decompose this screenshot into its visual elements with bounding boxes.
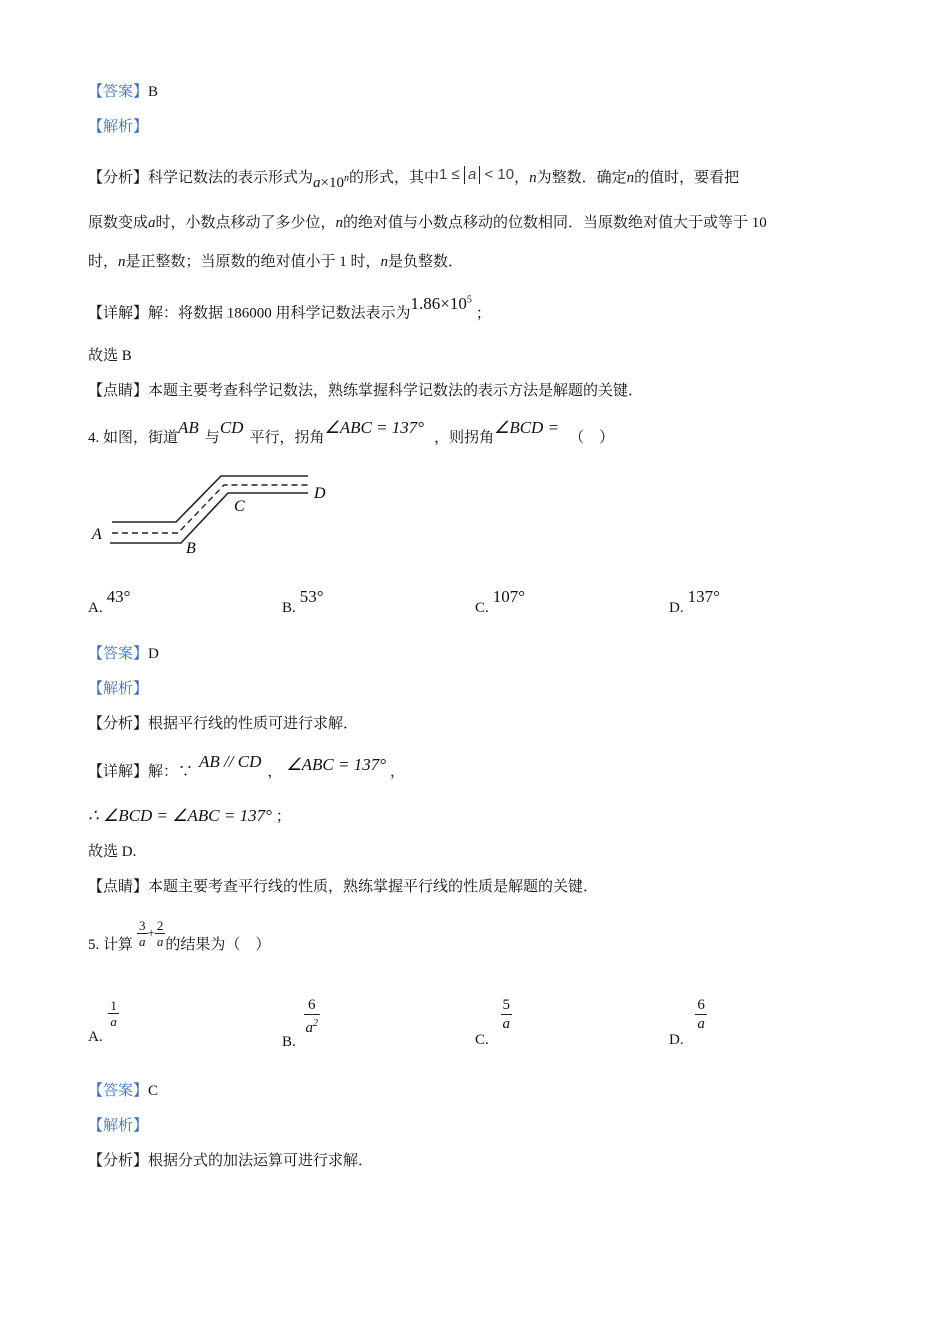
fenxi-text: ， <box>514 170 530 186</box>
frac-den: a <box>139 934 146 950</box>
sci-notation-formula <box>313 175 349 191</box>
frac-num: 5 <box>502 997 511 1013</box>
sci-a: a <box>313 175 321 191</box>
frac-num: 6 <box>304 996 321 1015</box>
option-value: 53° <box>299 587 324 606</box>
fenxi-text: 时， <box>88 254 119 270</box>
detail-formula <box>411 294 472 313</box>
q5-option-c <box>475 996 512 1048</box>
detail-end: ； <box>475 305 491 322</box>
q5-analysis-line <box>88 1116 148 1136</box>
fenxi-tag: 【分析】 <box>88 716 149 732</box>
q4-option-d <box>669 587 720 618</box>
var-n: n <box>380 254 389 270</box>
choose-text: 故选 D. <box>88 844 137 860</box>
fenxi-text: 是正整数；当原数的绝对值小于 1 时， <box>125 254 381 270</box>
q3-dianjing-line <box>88 381 643 401</box>
q4-ab: AB <box>178 418 199 437</box>
detail-exp: 5 <box>466 294 472 305</box>
option-letter: B. <box>282 600 296 616</box>
answer-value: C <box>148 1083 159 1099</box>
dianjing-tag: 【点睛】 <box>88 383 149 399</box>
q4-detail-line <box>88 752 406 782</box>
q5-answer-line <box>88 1081 158 1101</box>
option-fraction <box>501 996 513 1033</box>
sci-n: n <box>344 173 349 184</box>
ineq-abs: a <box>464 166 480 184</box>
detail-tag: 【详解】 <box>88 764 149 780</box>
answer-tag: 【答案】 <box>88 1083 149 1099</box>
q4-fenxi-line <box>88 714 358 734</box>
q4-choose-line <box>88 842 136 862</box>
option-letter: D. <box>669 600 684 616</box>
dianjing-tag: 【点睛】 <box>88 879 149 895</box>
option-letter: D. <box>669 1031 684 1048</box>
q4-angle-abc: ∠ABC = 137° <box>324 418 425 437</box>
answer-value: D <box>148 646 159 662</box>
q4-stem-text: 4. 如图，街道 <box>88 430 179 446</box>
analysis-tag: 【解析】 <box>88 119 149 135</box>
q4-option-c <box>475 587 526 618</box>
q3-analysis-line <box>88 117 148 137</box>
var-n: n <box>335 215 344 231</box>
q5-stem <box>88 914 270 952</box>
q3-detail-line <box>88 293 491 324</box>
var-n: n <box>626 170 635 186</box>
plus-sign: + <box>147 925 155 940</box>
q5-fraction-2 <box>155 918 166 949</box>
frac-den: a <box>305 1020 314 1036</box>
fenxi-text: 根据分式的加法运算可进行求解． <box>148 1153 374 1169</box>
fenxi-text: 是负整数． <box>388 254 464 270</box>
detail-text: 解：将数据 186000 用科学记数法表示为 <box>148 305 411 322</box>
option-letter: C. <box>475 1031 489 1048</box>
detail-comma: ， <box>267 764 283 780</box>
option-fraction <box>108 998 119 1029</box>
label-a: A <box>92 526 102 543</box>
fenxi-text: 时，小数点移动了多少位， <box>155 215 336 231</box>
q4-stem <box>88 418 615 448</box>
option-value: 137° <box>687 587 720 606</box>
ineq-left: 1 ≤ <box>439 166 460 183</box>
option-fraction <box>304 996 321 1037</box>
q4-therefore-line <box>88 806 291 827</box>
q4-answer-line <box>88 644 159 664</box>
option-letter: B. <box>282 1033 296 1050</box>
sci-times10: ×10 <box>320 175 344 191</box>
answer-tag: 【答案】 <box>88 84 149 100</box>
label-c: C <box>234 498 245 515</box>
option-fraction <box>695 996 707 1033</box>
q3-fenxi-line-2 <box>88 213 767 233</box>
answer-value: B <box>148 84 159 100</box>
ineq-right: < 10 <box>484 166 515 183</box>
q4-analysis-line <box>88 679 148 699</box>
q3-answer-line <box>88 82 158 102</box>
var-a: a <box>148 215 156 231</box>
q5-option-a <box>88 998 119 1045</box>
q5-option-d <box>669 996 707 1048</box>
q4-angle-bcd: ∠BCD = <box>494 418 560 437</box>
frac-den: a <box>502 1016 511 1032</box>
answer-tag: 【答案】 <box>88 646 149 662</box>
q4-option-b <box>282 587 324 618</box>
q4-dianjing-line <box>88 877 598 897</box>
fenxi-tag: 【分析】 <box>88 170 149 186</box>
analysis-tag: 【解析】 <box>88 1118 149 1134</box>
q5-option-b <box>282 996 320 1050</box>
detail-tag: 【详解】 <box>88 305 149 322</box>
therefore-end: ； <box>275 809 291 825</box>
q5-stem-text: 5. 计算 <box>88 937 134 953</box>
therefore-statement: ∴ ∠BCD = ∠ABC = 137° <box>88 806 272 825</box>
fenxi-text: 的值时，要看把 <box>634 170 740 186</box>
detail-value: 1.86×10 <box>410 293 467 313</box>
detail-text: 解：∵ <box>148 764 194 780</box>
frac-num: 6 <box>697 997 705 1013</box>
q3-choose-line <box>88 346 132 366</box>
fenxi-text: 原数变成 <box>88 215 149 231</box>
frac-den: a <box>697 1016 705 1032</box>
var-n: n <box>118 254 126 270</box>
fenxi-text: 根据平行线的性质可进行求解． <box>148 716 359 732</box>
fenxi-text: 科学记数法的表示形式为 <box>148 170 314 186</box>
q4-stem-text: ，则拐角 <box>434 430 495 446</box>
q5-stem-text: 的结果为（ ） <box>165 937 271 953</box>
q5-fraction-1 <box>137 918 148 949</box>
var-n: n <box>529 170 537 186</box>
q5-fenxi-line <box>88 1151 373 1171</box>
inequality <box>439 166 514 183</box>
label-d: D <box>314 485 326 502</box>
q3-fenxi-line-1 <box>88 164 740 191</box>
street-figure <box>86 465 346 560</box>
choose-text: 故选 B <box>88 348 132 364</box>
q4-stem-text: 平行，拐角 <box>249 430 325 446</box>
q4-stem-text: （ ） <box>569 430 615 446</box>
fenxi-tag: 【分析】 <box>88 1153 149 1169</box>
q4-option-a <box>88 587 131 618</box>
q3-fenxi-line-3 <box>88 252 463 272</box>
frac-num: 1 <box>110 998 117 1013</box>
fenxi-text: 的绝对值与小数点移动的位数相同．当原数绝对值大于或等于 10 <box>343 215 767 231</box>
frac-num: 3 <box>139 918 146 934</box>
q4-cd: CD <box>219 418 244 437</box>
option-value: 107° <box>492 587 526 606</box>
option-letter: A. <box>88 1028 103 1045</box>
option-value: 43° <box>106 587 131 606</box>
option-letter: A. <box>88 600 103 616</box>
angle-statement: ∠ABC = 137° <box>286 755 387 774</box>
frac-den: a <box>156 934 164 950</box>
dianjing-text: 本题主要考查平行线的性质，熟练掌握平行线的性质是解题的关键． <box>148 879 599 895</box>
fenxi-text: 为整数．确定 <box>536 170 627 186</box>
q4-stem-text: 与 <box>204 430 220 446</box>
dianjing-text: 本题主要考查科学记数法，熟练掌握科学记数法的表示方法是解题的关键． <box>148 383 644 399</box>
frac-num: 2 <box>156 918 164 934</box>
fenxi-text: 的形式，其中 <box>349 170 440 186</box>
label-b: B <box>186 540 196 557</box>
detail-comma: ， <box>390 764 406 780</box>
frac-den: a <box>110 1014 117 1029</box>
analysis-tag: 【解析】 <box>88 681 149 697</box>
option-letter: C. <box>475 600 489 616</box>
parallel-statement: AB // CD <box>199 752 262 771</box>
frac-den-exp: 2 <box>313 1018 319 1029</box>
